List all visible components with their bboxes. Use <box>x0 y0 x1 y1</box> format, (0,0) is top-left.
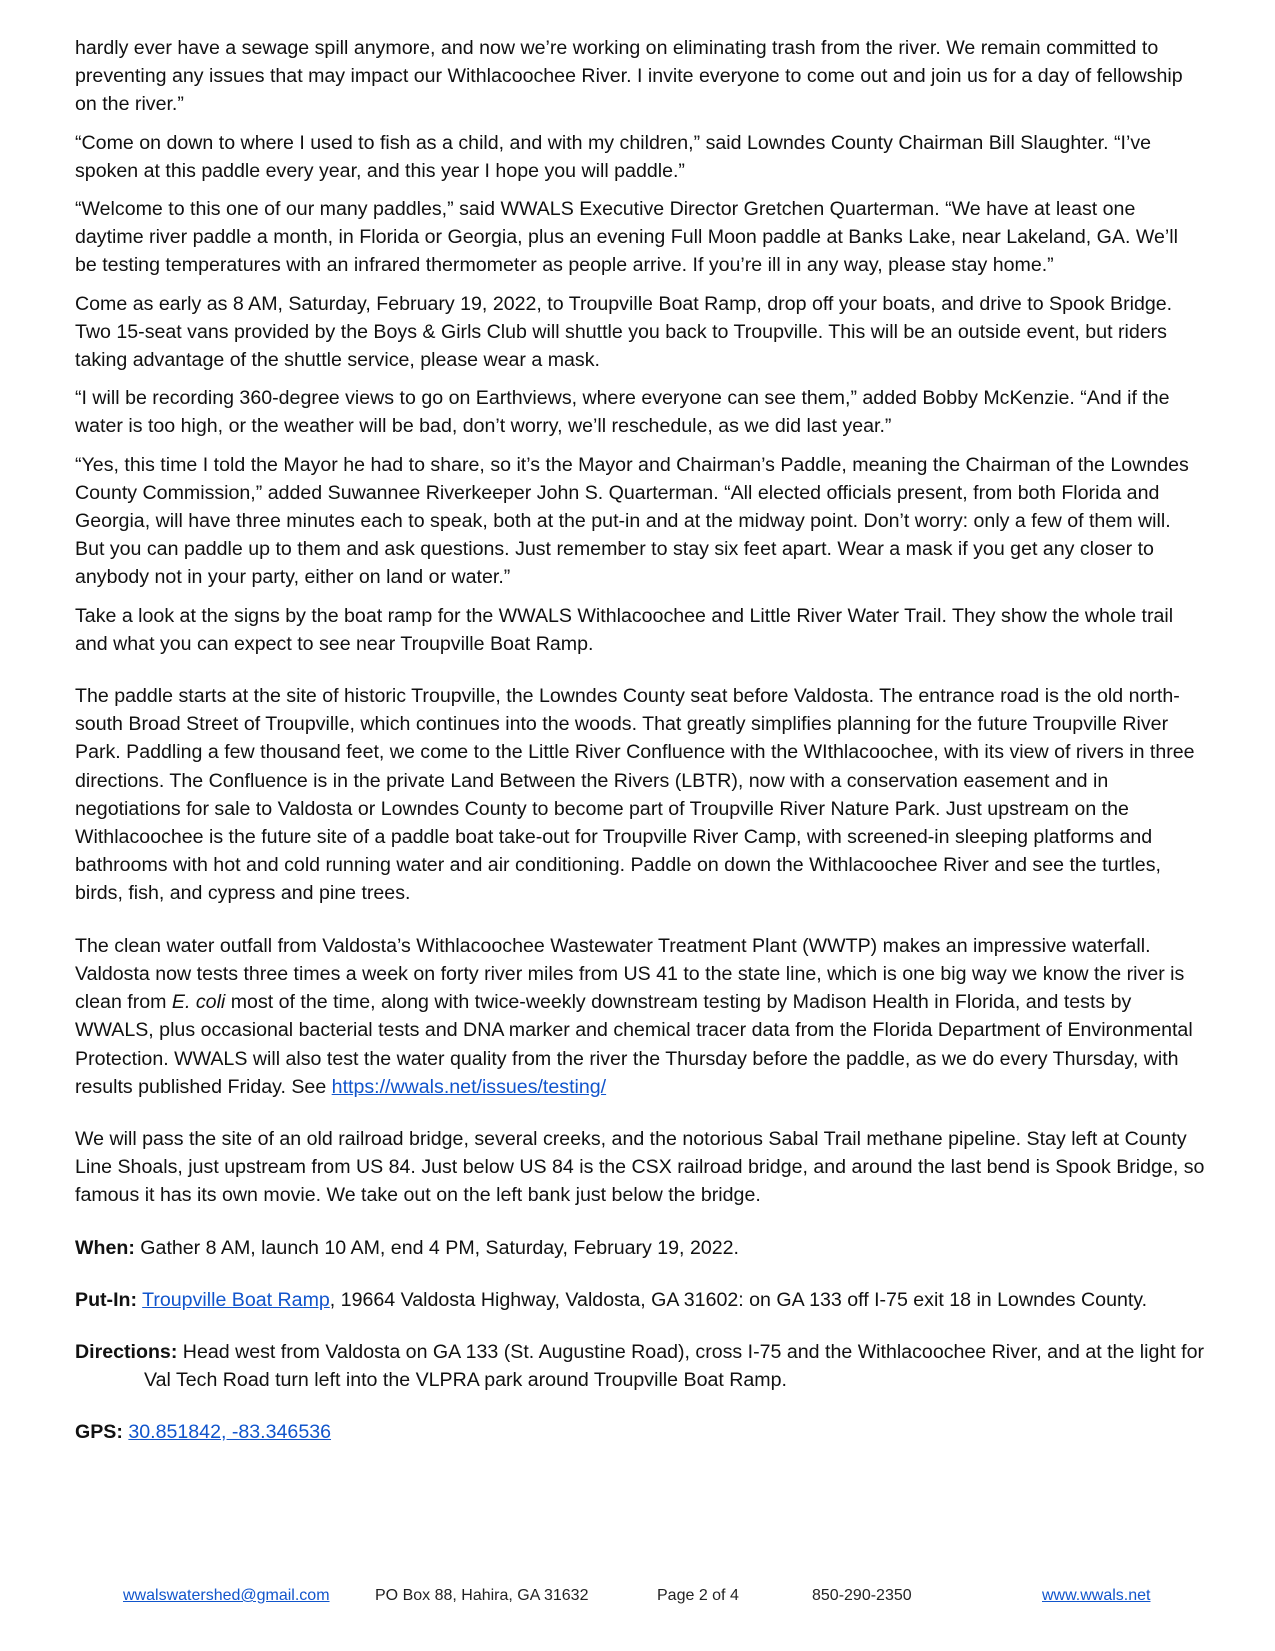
paragraph-troupville-history: The paddle starts at the site of historic Troupville, the Lowndes County seat before Valdosta. The entrance road is the old north-south Broad Street of Troupville, which continues into the woods. That greatly simplifies planning for the future Troupville River Park. Paddling a few thousand feet, we come to the Little River Confluence with the WIthlacoochee, with its view of rivers in three directions. The Confluence is in the private Land Between the Rivers (LBTR), now with a conservation easement and in negotiations for sale to Valdosta or Lowndes County to become part of Troupville River Nature Park. Just upstream on the Withlacoochee is the future site of a paddle boat take-out for Troupville River Camp, with screened-in sleeping platforms and bathrooms with hot and cold running water and air conditioning. Paddle on down the Withlacoochee River and see the turtles, birds, fish, and cypress and pine trees. <box>75 685 1195 905</box>
paragraph-mckenzie-quote: “I will be recording 360-degree views to go on Earthviews, where everyone can see them,” added Bobby McKenzie. “And if the water is too high, or the weather will be bad, don’t worry, we’ll reschedule, as we did last year.” <box>75 387 1170 438</box>
footer-website-link[interactable]: www.wwals.net <box>1042 1587 1151 1604</box>
gps-label: GPS: <box>75 1421 123 1444</box>
gps-detail <box>75 1418 1205 1446</box>
footer-phone: 850-290-2350 <box>812 1587 912 1604</box>
when-label: When: <box>75 1236 135 1259</box>
paragraph-quarterman-quote: “Welcome to this one of our many paddles,” said WWALS Executive Director Gretchen Quarterman. “We have at least one daytime river paddle a month, in Florida or Georgia, plus an evening Full Moon paddle at Banks Lake, near Lakeland, GA. We’ll be testing temperatures with an infrared thermometer as people arrive. If you’re ill in any way, please stay home.” <box>75 198 1178 277</box>
putin-text: , 19664 Valdosta Highway, Valdosta, GA 31602: on GA 133 off I-75 exit 18 in Lowndes County. <box>329 1288 1148 1311</box>
paragraph-water-testing <box>75 932 1205 1101</box>
document-body <box>75 34 1205 1447</box>
directions-detail <box>75 1338 1205 1394</box>
paragraph-slaughter-quote: “Come on down to where I used to fish as a child, and with my children,” said Lowndes County Chairman Bill Slaughter. “I’ve spoken at this paddle every year, and this year I hope you will paddle.” <box>75 131 1152 182</box>
directions-text: Head west from Valdosta on GA 133 (St. Augustine Road), cross I-75 and the Withlacoochee River, and at the light for Val Tech Road turn left into the VLPRA park around Troupville Boat Ramp. <box>144 1340 1205 1392</box>
page-footer <box>0 1587 1275 1607</box>
putin-link[interactable]: Troupville Boat Ramp <box>142 1288 330 1311</box>
directions-label: Directions: <box>75 1340 178 1363</box>
putin-label: Put-In: <box>75 1288 138 1311</box>
paragraph-route: We will pass the site of an old railroad bridge, several creeks, and the notorious Sabal Trail methane pipeline. Stay left at County Line Shoals, just upstream from US 84. Just below US 84 is the CSX railroad bridge, and around the last bend is Spook Bridge, so famous it has its own movie. We take out on the left bank just below the bridge. <box>75 1127 1205 1207</box>
paragraph-schedule: Come as early as 8 AM, Saturday, February 19, 2022, to Troupville Boat Ramp, drop off your boats, and drive to Spook Bridge. Two 15-seat vans provided by the Boys & Girls Club will shuttle you back to Troupville. This will be an outside event, but riders taking advantage of the shuttle service, please wear a mask. <box>75 292 1173 372</box>
paragraph-water-trail: Take a look at the signs by the boat ramp for the WWALS Withlacoochee and Little River Water Trail. They show the whole trail and what you can expect to see near Troupville Boat Ramp. <box>75 604 1174 655</box>
when-detail <box>75 1234 1205 1262</box>
footer-page-number: Page 2 of 4 <box>657 1587 739 1604</box>
paragraph-riverkeeper-quote: “Yes, this time I told the Mayor he had to share, so it’s the Mayor and Chairman’s Paddle, meaning the Chairman of the Lowndes County Commission,” added Suwannee Riverkeeper John S. Quarterman. “All elected officials present, from both Florida and Georgia, will have three minutes each to speak, both at the put-in and at the midway point. Don’t worry: only a few of them will. But you can paddle up to them and ask questions. Just remember to stay six feet apart. Wear a mask if you get any closer to anybody not in your party, either on land or water.” <box>75 453 1189 589</box>
footer-email-link[interactable]: wwalswatershed@gmail.com <box>123 1587 330 1604</box>
testing-text-a: The clean water outfall from Valdosta’s Withlacoochee Wastewater Treatment Plant (WWTP) makes an impressive waterfall. Valdosta now tests three times a week on forty river miles from US 41 to the state line, which is one big way we know the river is clean from <box>75 934 1185 1014</box>
paragraph-sewage: hardly ever have a sewage spill anymore, and now we’re working on eliminating trash from the river. We remain committed to preventing any issues that may impact our Withlacoochee River. I invite everyone to come out and join us for a day of fellowship on the river.” <box>75 37 1183 116</box>
putin-detail <box>75 1286 1205 1314</box>
gps-link[interactable]: 30.851842, -83.346536 <box>128 1421 332 1444</box>
testing-link[interactable]: https://wwals.net/issues/testing/ <box>331 1075 607 1098</box>
when-text: Gather 8 AM, launch 10 AM, end 4 PM, Saturday, February 19, 2022. <box>134 1236 739 1259</box>
footer-address: PO Box 88, Hahira, GA 31632 <box>375 1587 589 1604</box>
testing-text-b: most of the time, along with twice-weekly downstream testing by Madison Health in Florida, and tests by WWALS, plus occasional bacterial tests and DNA marker and chemical tracer data from the Florida Department of Environmental Protection. WWALS will also test the water quality from the river the Thursday before the paddle, as we do every Thursday, with results published Friday. See <box>75 991 1193 1098</box>
ecoli-italic: E. coli <box>171 991 226 1014</box>
